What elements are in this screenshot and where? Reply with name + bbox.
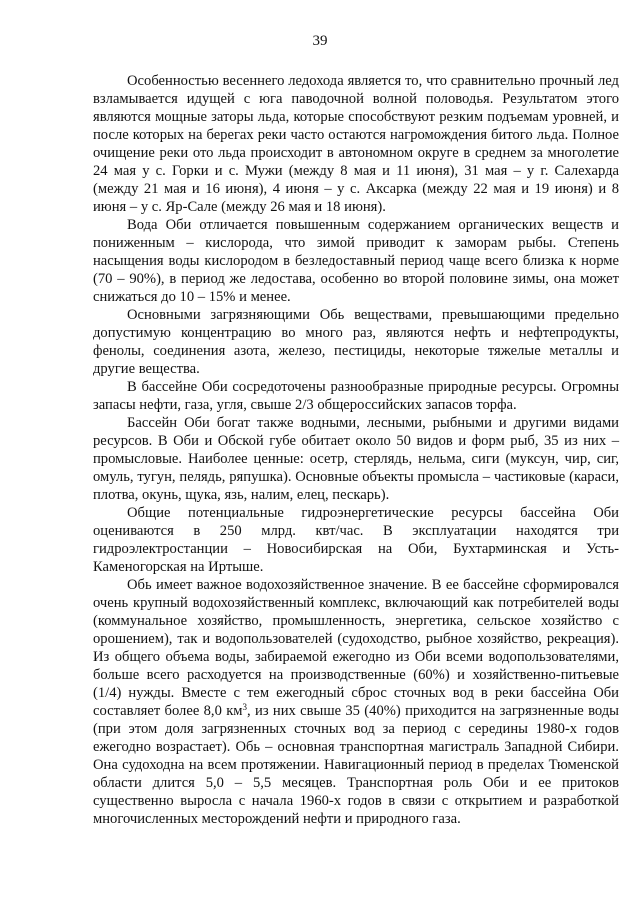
paragraph-natural-resources: В бассейне Оби сосредоточены разнообразные природные ресурсы. Огромны запасы нефти, газа, угля, свыше 2/3 общероссийских запасов торфа. <box>93 379 619 413</box>
cubic-superscript: 3 <box>242 702 248 712</box>
text-body <box>93 72 619 828</box>
paragraph-water-management <box>93 576 619 828</box>
page-number: 39 <box>312 33 328 49</box>
water-management-text-after: , из них свыше 35 (40%) приходится на загрязненные воды (при этом доля загрязненных сточных вод за период с середины 1980-х годов ежегодно возрастает). Обь – основная транспортная магистраль Западной Сибири. Она судоходна на всем протяжении. Навигационный период в пределах Тюменской области длится 5,0 – 5,5 месяцев. Транспортная роль Оби и ее притоков существенно выросла с начала 1960-х годов в связи с открытием и разработкой многочисленных месторождений нефти и природного газа. <box>93 703 619 827</box>
paragraph-water-oxygen: Вода Оби отличается повышенным содержанием органических веществ и пониженным – кислорода, что зимой приводит к заморам рыбы. Степень насыщения воды кислородом в безледоставный период чаще всего близка к норме (70 – 90%), в период же ледостава, особенно во второй половине зимы, она может снижаться до 10 – 15% и менее. <box>93 217 619 305</box>
water-management-text-before: Обь имеет важное водохозяйственное значение. В ее бассейне сформировался очень крупный водохозяйственный комплекс, включающий как потребителей воды (коммунальное хозяйство, промышленность, энергетика, сельское хозяйство с орошением), так и водопользователей (судоходство, рыбное хозяйство, рекреация). Из общего объема воды, забираемой ежегодно из Оби всеми водопользователями, больше всего расходуется на производственные (60%) и хозяйственно-питьевые (1/4) нужды. Вместе с тем ежегодный сброс сточных вод в реки бассейна Оби составляет более 8,0 км <box>93 577 619 719</box>
paragraph-ice-drift: Особенностью весеннего ледохода является то, что сравнительно прочный лед взламывается идущей с юга паводочной волной половодья. Результатом этого являются мощные заторы льда, которые способствуют резким подъемам уровней, и после которых на берегах реки часто остаются нагромождения битого льда. Полное очищение реки ото льда происходит в автономном округе в среднем за многолетие 24 мая у с. Горки и с. Мужи (между 8 мая и 11 июня), 31 мая – у г. Салехарда (между 21 мая и 16 июня), 4 июня – у с. Аксарка (между 22 мая и 19 июня) и 8 июня – у с. Яр-Сале (между 26 мая и 18 июня). <box>93 73 619 215</box>
paragraph-hydropower: Общие потенциальные гидроэнергетические ресурсы бассейна Оби оцениваются в 250 млрд. квт/час. В эксплуатации находятся три гидроэлектростанции – Новосибирская на Оби, Бухтарминская и Усть-Каменогорская на Иртыше. <box>93 505 619 575</box>
paragraph-fish-resources: Бассейн Оби богат также водными, лесными, рыбными и другими видами ресурсов. В Оби и Обской губе обитает около 50 видов и форм рыб, 35 из них – промысловые. Наиболее ценные: осетр, стерлядь, нельма, сиги (муксун, чир, сиг, омуль, тугун, пелядь, ряпушка). Основные объекты промысла – частиковые (караси, плотва, окунь, щука, язь, налим, елец, пескарь). <box>93 415 619 503</box>
paragraph-pollutants: Основными загрязняющими Обь веществами, превышающими предельно допустимую концентрацию во много раз, являются нефть и нефтепродукты, фенолы, соединения азота, железо, пестициды, некоторые тяжелые металлы и другие вещества. <box>93 307 619 377</box>
